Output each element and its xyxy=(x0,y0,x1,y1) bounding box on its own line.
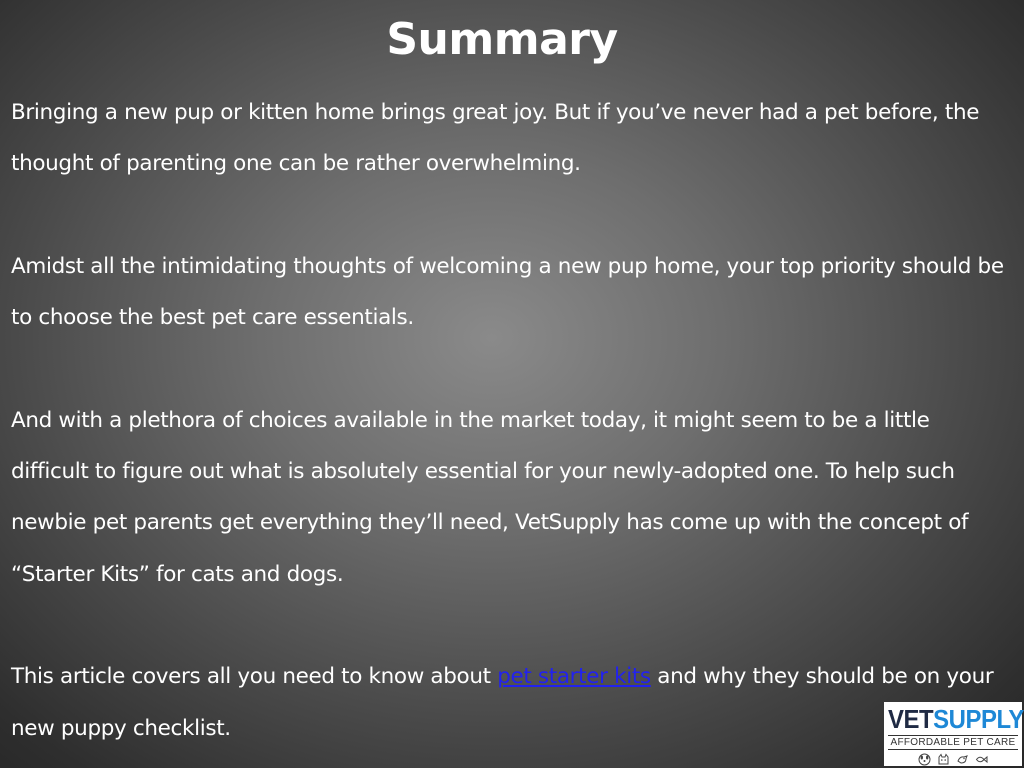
pet-starter-kits-link[interactable]: pet starter kits xyxy=(497,664,651,690)
cat-icon xyxy=(937,753,950,766)
logo-word-supply: SUPPLY xyxy=(933,704,1024,734)
slide-title: Summary xyxy=(386,14,618,65)
paragraph-4-text-after: and why they should be on your new puppy checklist. xyxy=(11,664,994,741)
paragraph-3: And with a plethora of choices available in the market today, it might seem to be a little difficult to figure out what is absolutely essential for your newly-adopted one. To help such newbie pet parents get everything they’ll need, VetSupply has come up with the concept of “Starter Kits” for cats and dogs. xyxy=(11,407,969,587)
logo-tagline: AFFORDABLE PET CARE xyxy=(888,735,1018,750)
paragraph-2: Amidst all the intimidating thoughts of welcoming a new pup home, your top priority should be to choose the best pet care essentials. xyxy=(11,253,1004,331)
slide-body xyxy=(11,87,1011,754)
dog-icon xyxy=(918,753,931,766)
paragraph-4 xyxy=(11,651,1011,754)
logo-wordmark xyxy=(888,704,1024,734)
paragraph-4-text-before: This article covers all you need to know about xyxy=(11,664,498,690)
logo-icons xyxy=(888,753,1018,766)
bird-icon xyxy=(956,753,969,766)
fish-icon xyxy=(975,753,988,766)
vetsupply-logo xyxy=(884,702,1022,766)
paragraph-1: Bringing a new pup or kitten home brings great joy. But if you’ve never had a pet before, the thought of parenting one can be rather overwhelming. xyxy=(11,100,980,177)
logo-word-vet: VET xyxy=(888,704,934,734)
